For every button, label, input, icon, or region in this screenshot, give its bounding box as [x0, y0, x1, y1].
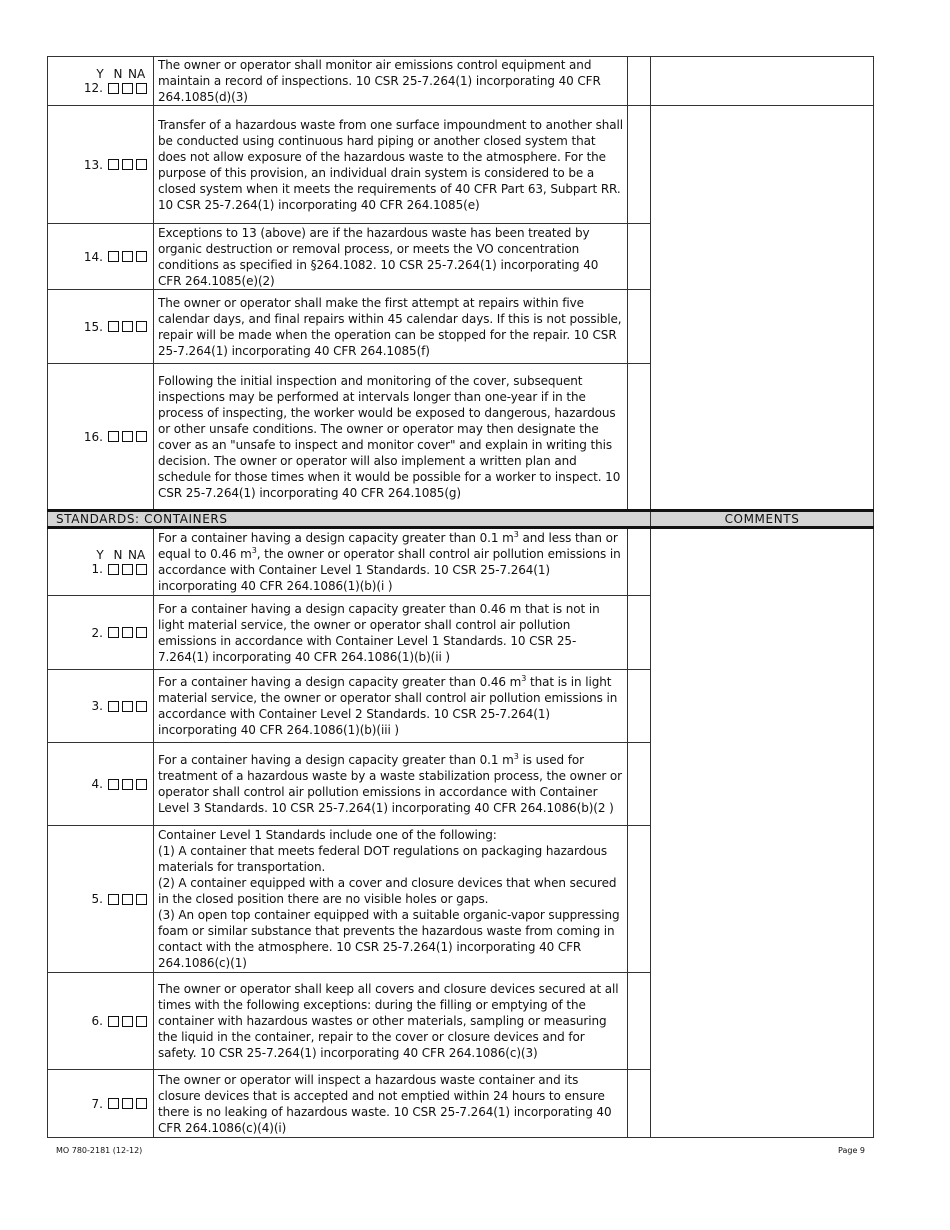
response-cell[interactable]: [628, 596, 651, 670]
checkbox-no[interactable]: [122, 251, 133, 262]
checkbox-no[interactable]: [122, 701, 133, 712]
section-title: STANDARDS: CONTAINERS: [48, 511, 651, 528]
item-text: For a container having a design capacity greater than 0.46 m that is not in light material service, the owner or operator shall control air pollution emissions in accordance with Container Level 1 Standards. 10 CSR 25-7.264(1) incorporating 40 CFR 264.1086(1)(b)(ii ): [154, 596, 628, 670]
checkbox-no[interactable]: [122, 779, 133, 790]
item-text: For a container having a design capacity greater than 0.46 $m^3$ that is in light material service, the owner or operator shall control air pollution emissions in accordance with Container Level 2 Standards. 10 CSR 25-7.264(1) incorporating 40 CFR 264.1086(1)(b)(iii ): [154, 670, 628, 743]
checkbox-na[interactable]: [136, 1098, 147, 1109]
checkbox-no[interactable]: [122, 564, 133, 575]
item-number: 1.: [91, 562, 103, 577]
table-row: [48, 528, 874, 596]
checkbox-yes[interactable]: [108, 564, 119, 575]
checkbox-na[interactable]: [136, 894, 147, 905]
comments-cell[interactable]: [651, 57, 874, 106]
item-number: 2.: [91, 625, 103, 640]
checkbox-na[interactable]: [136, 564, 147, 575]
comments-header: COMMENTS: [651, 511, 874, 528]
checkbox-na[interactable]: [136, 779, 147, 790]
item-number: 5.: [91, 892, 103, 907]
checkbox-yes[interactable]: [108, 701, 119, 712]
yn-header: Y N NA: [96, 547, 146, 562]
item-text: The owner or operator shall monitor air emissions control equipment and maintain a record of inspections. 10 CSR 25-7.264(1) incorporating 40 CFR 264.1085(d)(3): [154, 57, 628, 106]
checkbox-yes[interactable]: [108, 1016, 119, 1027]
item-number: 6.: [91, 1014, 103, 1029]
item-text: For a container having a design capacity greater than 0.1 $m^3$ and less than or equal to 0.46 $m^3$, the owner or operator shall control air pollution emissions in accordance with Container Level 1 Standards. 10 CSR 25-7.264(1) incorporating 40 CFR 264.1086(1)(b)(i ): [154, 528, 628, 596]
checkbox-yes[interactable]: [108, 431, 119, 442]
checkbox-no[interactable]: [122, 159, 133, 170]
checklist-page: [47, 56, 871, 1138]
response-cell[interactable]: [628, 826, 651, 973]
checkbox-no[interactable]: [122, 83, 133, 94]
response-cell[interactable]: [628, 528, 651, 596]
item-text: The owner or operator will inspect a hazardous waste container and its closure devices that is accepted and not emptied within 24 hours to ensure there is no leaking of hazardous waste. 10 CSR 25-7.264(1) incorporating 40 CFR 264.1086(c)(4)(i): [154, 1070, 628, 1138]
item-text: The owner or operator shall keep all covers and closure devices secured at all times with the following exceptions: during the filling or emptying of the container with hazardous wastes or other materials, sampling or measuring the liquid in the container, repair to the cover or closure devices and for safety. 10 CSR 25-7.264(1) incorporating 40 CFR 264.1086(c)(3): [154, 973, 628, 1070]
checkbox-no[interactable]: [122, 627, 133, 638]
checkbox-na[interactable]: [136, 431, 147, 442]
item-number: 7.: [91, 1096, 103, 1111]
item-number: 12.: [83, 81, 103, 96]
checkbox-no[interactable]: [122, 894, 133, 905]
checkbox-yes[interactable]: [108, 627, 119, 638]
checkbox-na[interactable]: [136, 159, 147, 170]
item-text: Container Level 1 Standards include one of the following: (1) A container that meets federal DOT regulations on packaging hazardous materials for transportation. (2) A container equipped with a cover and closure devices that when secured in the closed position there are no visible holes or gaps. (3) An open top container equipped with a suitable organic-vapor suppressing foam or similar substance that prevents the hazardous waste from coming in contact with the atmosphere. 10 CSR 25-7.264(1) incorporating 40 CFR 264.1086(c)(1): [154, 826, 628, 973]
table-row: [48, 57, 874, 106]
checkbox-yes[interactable]: [108, 83, 119, 94]
response-cell[interactable]: [628, 224, 651, 290]
checkbox-yes[interactable]: [108, 159, 119, 170]
response-cell[interactable]: [628, 973, 651, 1070]
checkbox-yes[interactable]: [108, 779, 119, 790]
item-text: Following the initial inspection and monitoring of the cover, subsequent inspections may be performed at intervals longer than one-year if in the process of inspecting, the worker would be exposed to dangerous, hazardous or other unsafe conditions. The owner or operator may then designate the cover as an "unsafe to inspect and monitor cover" and explain in writing this decision. The owner or operator will also implement a written plan and schedule for those times when it would be possible for a worker to inspect. 10 CSR 25-7.264(1) incorporating 40 CFR 264.1085(g): [154, 364, 628, 511]
item-number: 14.: [83, 249, 103, 264]
checkbox-yes[interactable]: [108, 1098, 119, 1109]
response-cell[interactable]: [628, 57, 651, 106]
item-text: For a container having a design capacity greater than 0.1 $m^3$ is used for treatment of a hazardous waste by a waste stabilization process, the owner or operator shall control air pollution emissions in accordance with Container Level 3 Standards. 10 CSR 25-7.264(1) incorporating 40 CFR 264.1086(b)(2 ): [154, 743, 628, 826]
checklist-table: [47, 56, 874, 1138]
item-number-cell: [48, 57, 154, 106]
item-number: 3.: [91, 699, 103, 714]
item-number: 16.: [83, 429, 103, 444]
response-cell[interactable]: [628, 1070, 651, 1138]
checkbox-na[interactable]: [136, 251, 147, 262]
checkbox-no[interactable]: [122, 321, 133, 332]
item-number: 15.: [83, 319, 103, 334]
checkbox-na[interactable]: [136, 321, 147, 332]
response-cell[interactable]: [628, 290, 651, 364]
page-number: Page 9: [838, 1146, 865, 1155]
checkbox-yes[interactable]: [108, 894, 119, 905]
response-cell[interactable]: [628, 364, 651, 511]
comments-cell[interactable]: [651, 106, 874, 511]
item-text: The owner or operator shall make the first attempt at repairs within five calendar days, and final repairs within 45 calendar days. If this is not possible, repair will be made when the operation can be stopped for the repair. 10 CSR 25-7.264(1) incorporating 40 CFR 264.1085(f): [154, 290, 628, 364]
section-header: [48, 511, 874, 528]
comments-cell[interactable]: [651, 528, 874, 1138]
table-row: [48, 106, 874, 224]
checkbox-no[interactable]: [122, 1098, 133, 1109]
checkbox-na[interactable]: [136, 83, 147, 94]
checkbox-no[interactable]: [122, 431, 133, 442]
checkbox-no[interactable]: [122, 1016, 133, 1027]
checkbox-na[interactable]: [136, 701, 147, 712]
response-cell[interactable]: [628, 743, 651, 826]
form-id: MO 780-2181 (12-12): [56, 1146, 143, 1155]
checkbox-yes[interactable]: [108, 321, 119, 332]
item-number: 4.: [91, 777, 103, 792]
response-cell[interactable]: [628, 670, 651, 743]
item-text: Transfer of a hazardous waste from one surface impoundment to another shall be conducted using continuous hard piping or another closed system that does not allow exposure of the hazardous waste to the atmosphere. For the purpose of this provision, an individual drain system is considered to be a closed system when it meets the requirements of 40 CFR Part 63, Subpart RR. 10 CSR 25-7.264(1) incorporating 40 CFR 264.1085(e): [154, 106, 628, 224]
response-cell[interactable]: [628, 106, 651, 224]
item-number: 13.: [83, 157, 103, 172]
yn-header: Y N NA: [96, 66, 146, 81]
checkbox-na[interactable]: [136, 1016, 147, 1027]
item-text: Exceptions to 13 (above) are if the hazardous waste has been treated by organic destruction or removal process, or meets the VO concentration conditions as specified in §264.1082. 10 CSR 25-7.264(1) incorporating 40 CFR 264.1085(e)(2): [154, 224, 628, 290]
checkbox-yes[interactable]: [108, 251, 119, 262]
checkbox-na[interactable]: [136, 627, 147, 638]
